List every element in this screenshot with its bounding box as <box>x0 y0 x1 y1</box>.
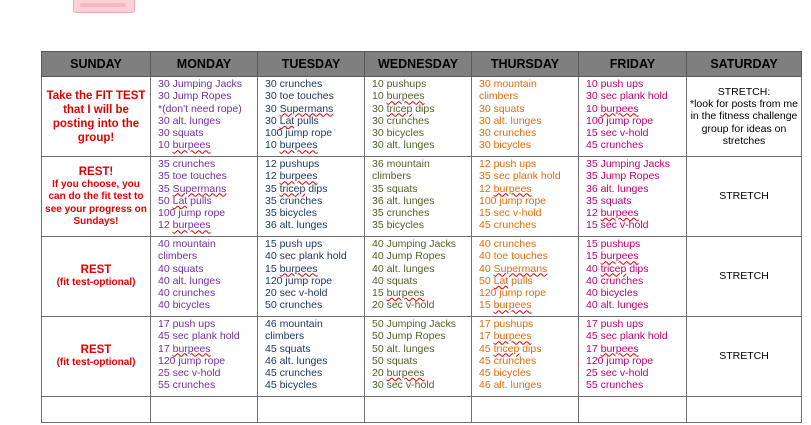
cell-tuesday <box>258 77 365 157</box>
cell-line: 35 bicycles <box>372 219 424 232</box>
cell-line: 35 sec plank hold <box>479 170 561 183</box>
cell-line: 40 Jumping Jacks <box>372 238 457 250</box>
cell-line: 30 alt. lunges <box>479 114 542 127</box>
cell-thursday <box>472 77 579 157</box>
cell-line: 35 Jump Ropes <box>586 170 660 183</box>
cell-sunday <box>42 237 151 317</box>
cell-line: 45 crunches <box>265 367 323 380</box>
cell-line: STRETCH <box>719 190 769 203</box>
cell-line: 15 pushups <box>586 238 641 250</box>
cell-line: 10 burpees <box>265 139 318 152</box>
cell-line: 35 squats <box>586 194 632 207</box>
cell-empty <box>151 397 258 423</box>
cell-line: 40 Supermans <box>479 262 548 275</box>
cell-empty <box>258 397 365 423</box>
cell-line: 35 Supermans <box>158 182 227 195</box>
header-sunday: SUNDAY <box>42 52 151 77</box>
cell-line: 30 toe touches <box>265 90 334 103</box>
cell-line: 40 alt. lunges <box>586 299 649 312</box>
cell-line: 45 sec plank hold <box>586 330 668 343</box>
cell-line: 30 alt. lunges <box>372 139 435 152</box>
cell-line: 45 crunches <box>586 139 644 152</box>
cell-line: *look for posts from me in the fitness challenge group for ideas on stretches <box>690 98 798 147</box>
cell-monday <box>151 237 258 317</box>
cell-line: 17 burpees <box>586 342 639 355</box>
cell-line: 10 burpees <box>158 139 211 152</box>
cell-line: 17 burpees <box>479 330 532 343</box>
cell-line: 35 toe touches <box>158 170 227 183</box>
cell-line: 40 squats <box>158 262 204 275</box>
header-friday: FRIDAY <box>579 52 687 77</box>
cell-line: 17 pushups <box>479 318 534 330</box>
brand-logo <box>73 0 135 13</box>
cell-line: 30 alt. lunges <box>158 114 221 127</box>
cell-sunday <box>42 77 151 157</box>
cell-line: 10 burpees <box>372 90 425 103</box>
cell-line: 30 sec v-hold <box>372 379 435 392</box>
cell-line: 100 jump rope <box>479 194 547 207</box>
cell-line: 40 crunches <box>586 274 644 287</box>
cell-line: 30 Supermans <box>265 102 334 115</box>
cell-line: 40 tricep dips <box>586 262 649 275</box>
cell-line: 120 jump rope <box>479 287 547 300</box>
cell-line: 12 burpees <box>265 170 318 183</box>
cell-line: 15 sec v-hold <box>586 219 649 232</box>
cell-empty <box>687 397 802 423</box>
cell-saturday <box>687 157 802 237</box>
cell-line: 40 crunches <box>479 238 537 250</box>
cell-line: 100 jump rope <box>265 127 333 140</box>
cell-wednesday <box>365 237 472 317</box>
cell-line: 25 sec v-hold <box>586 367 649 380</box>
week-row <box>42 77 802 157</box>
cell-line: 46 alt. lunges <box>479 379 542 392</box>
cell-tuesday <box>258 157 365 237</box>
cell-line: (fit test-optional) <box>56 357 136 369</box>
header-row <box>42 52 802 77</box>
cell-wednesday <box>365 157 472 237</box>
header-saturday: SATURDAY <box>687 52 802 77</box>
week-row <box>42 157 802 237</box>
cell-line: 10 pushups <box>372 78 427 90</box>
cell-friday <box>579 237 687 317</box>
cell-line: 20 sec v-hold <box>265 287 328 300</box>
cell-monday <box>151 157 258 237</box>
cell-line: 35 crunches <box>372 207 430 220</box>
cell-line: REST <box>80 264 112 277</box>
cell-line: 120 jump rope <box>586 354 654 367</box>
cell-line: *(don't need rope) <box>158 102 242 115</box>
cell-wednesday <box>365 77 472 157</box>
cell-empty <box>42 397 151 423</box>
cell-line: 30 tricep dips <box>372 102 435 115</box>
cell-saturday <box>687 317 802 397</box>
cell-line: 15 burpees <box>372 287 425 300</box>
cell-saturday <box>687 77 802 157</box>
cell-thursday <box>472 317 579 397</box>
cell-line: 45 squats <box>265 342 311 355</box>
header-monday: MONDAY <box>151 52 258 77</box>
header-thursday: THURSDAY <box>472 52 579 77</box>
cell-line: 36 alt. lunges <box>372 194 435 207</box>
cell-line: STRETCH: <box>717 85 771 98</box>
cell-line: Take the FIT TEST that I will be posting into the group! <box>46 89 146 144</box>
cell-line: 55 crunches <box>158 379 216 392</box>
cell-friday <box>579 157 687 237</box>
cell-monday <box>151 77 258 157</box>
cell-line: 15 burpees <box>265 262 318 275</box>
cell-line: 50 Jumping Jacks <box>372 318 457 330</box>
cell-line: 35 squats <box>372 182 418 195</box>
cell-line: 50 crunches <box>265 299 323 312</box>
cell-line: 12 push ups <box>479 158 537 170</box>
cell-line: 20 burpees <box>372 367 425 380</box>
cell-tuesday <box>258 317 365 397</box>
cell-line: 12 burpees <box>158 219 211 232</box>
cell-line: 46 mountain climbers <box>265 318 323 343</box>
cell-line: 15 sec v-hold <box>479 207 542 220</box>
cell-line: 40 sec plank hold <box>265 250 347 263</box>
cell-line: 17 push ups <box>586 318 644 330</box>
cell-line: 30 mountain climbers <box>479 78 537 103</box>
cell-line: 50 Lat pulls <box>479 274 533 287</box>
cell-line: 100 jump rope <box>158 207 226 220</box>
cell-line: 40 mountain climbers <box>158 238 216 263</box>
cell-wednesday <box>365 317 472 397</box>
cell-line: 40 alt. lunges <box>372 262 435 275</box>
cell-line: 30 Jumping Jacks <box>158 78 243 90</box>
cell-line: REST! <box>78 165 114 178</box>
cell-line: 17 burpees <box>158 342 211 355</box>
cell-line: 36 alt. lunges <box>265 219 328 232</box>
cell-line: If you choose, you can do the fit test to see your progress on Sundays! <box>45 178 147 227</box>
cell-friday <box>579 317 687 397</box>
cell-line: 15 burpees <box>479 299 532 312</box>
cell-line: 40 squats <box>372 274 418 287</box>
cell-line: 35 Jumping Jacks <box>586 158 671 170</box>
cell-line: 30 Jump Ropes <box>158 90 232 103</box>
cell-line: 30 squats <box>158 127 204 140</box>
cell-line: 100 jump rope <box>586 114 654 127</box>
cell-line: STRETCH <box>719 350 769 363</box>
cell-thursday <box>472 237 579 317</box>
cell-line: 36 alt. lunges <box>586 182 649 195</box>
cell-line: 55 crunches <box>586 379 644 392</box>
cell-line: 120 jump rope <box>158 354 226 367</box>
cell-saturday <box>687 237 802 317</box>
empty-week-row <box>42 397 802 423</box>
cell-empty <box>365 397 472 423</box>
cell-line: 45 bicycles <box>479 367 531 380</box>
cell-line: 12 burpees <box>586 207 639 220</box>
cell-line: 20 sec v-hold <box>372 299 435 312</box>
cell-line: 30 crunches <box>372 114 430 127</box>
cell-line: 40 bicycles <box>158 299 210 312</box>
cell-thursday <box>472 157 579 237</box>
cell-line: 45 bicycles <box>265 379 317 392</box>
cell-line: 40 toe touches <box>479 250 548 263</box>
cell-line: 45 tricep dips <box>479 342 542 355</box>
cell-line: 30 bicycles <box>479 139 531 152</box>
cell-line: 40 bicycles <box>586 287 638 300</box>
cell-line: 40 alt. lunges <box>158 274 221 287</box>
cell-line: 30 squats <box>479 102 525 115</box>
workout-calendar <box>41 51 802 423</box>
cell-line: 50 alt. lunges <box>372 342 435 355</box>
cell-line: 46 alt. lunges <box>265 354 328 367</box>
cell-line: 30 Lat pulls <box>265 114 319 127</box>
cell-line: 40 crunches <box>158 287 216 300</box>
cell-line: 50 Lat pulls <box>158 194 212 207</box>
cell-line: STRETCH <box>719 270 769 283</box>
cell-line: 12 burpees <box>479 182 532 195</box>
cell-line: 40 Jump Ropes <box>372 250 446 263</box>
cell-line: 10 push ups <box>586 78 644 90</box>
cell-line: 15 burpees <box>586 250 639 263</box>
week-row <box>42 317 802 397</box>
cell-empty <box>579 397 687 423</box>
cell-line: 120 jump rope <box>265 274 333 287</box>
cell-monday <box>151 317 258 397</box>
cell-line: 35 crunches <box>265 194 323 207</box>
cell-line: 36 mountain climbers <box>372 158 430 183</box>
cell-line: 45 sec plank hold <box>158 330 240 343</box>
cell-line: REST <box>80 344 112 357</box>
header-wednesday: WEDNESDAY <box>365 52 472 77</box>
cell-line: 30 crunches <box>265 78 323 90</box>
cell-empty <box>472 397 579 423</box>
cell-tuesday <box>258 237 365 317</box>
cell-sunday <box>42 157 151 237</box>
cell-line: 50 squats <box>372 354 418 367</box>
calendar-body <box>42 77 802 423</box>
cell-line: 25 sec v-hold <box>158 367 221 380</box>
week-row <box>42 237 802 317</box>
cell-line: 10 burpees <box>586 102 639 115</box>
cell-line: 35 tricep dips <box>265 182 328 195</box>
cell-line: 35 crunches <box>158 158 216 170</box>
header-tuesday: TUESDAY <box>258 52 365 77</box>
cell-line: 17 push ups <box>158 318 216 330</box>
cell-line: 45 crunches <box>479 219 537 232</box>
cell-line: 30 bicycles <box>372 127 424 140</box>
cell-sunday <box>42 317 151 397</box>
cell-line: 15 push ups <box>265 238 323 250</box>
cell-line: 30 sec plank hold <box>586 90 668 103</box>
cell-line: 15 sec v-hold <box>586 127 649 140</box>
cell-line: 35 bicycles <box>265 207 317 220</box>
cell-line: 45 crunches <box>479 354 537 367</box>
cell-line: (fit test-optional) <box>56 277 136 289</box>
cell-line: 50 Jump Ropes <box>372 330 446 343</box>
cell-line: 12 pushups <box>265 158 320 170</box>
cell-line: 30 crunches <box>479 127 537 140</box>
cell-friday <box>579 77 687 157</box>
